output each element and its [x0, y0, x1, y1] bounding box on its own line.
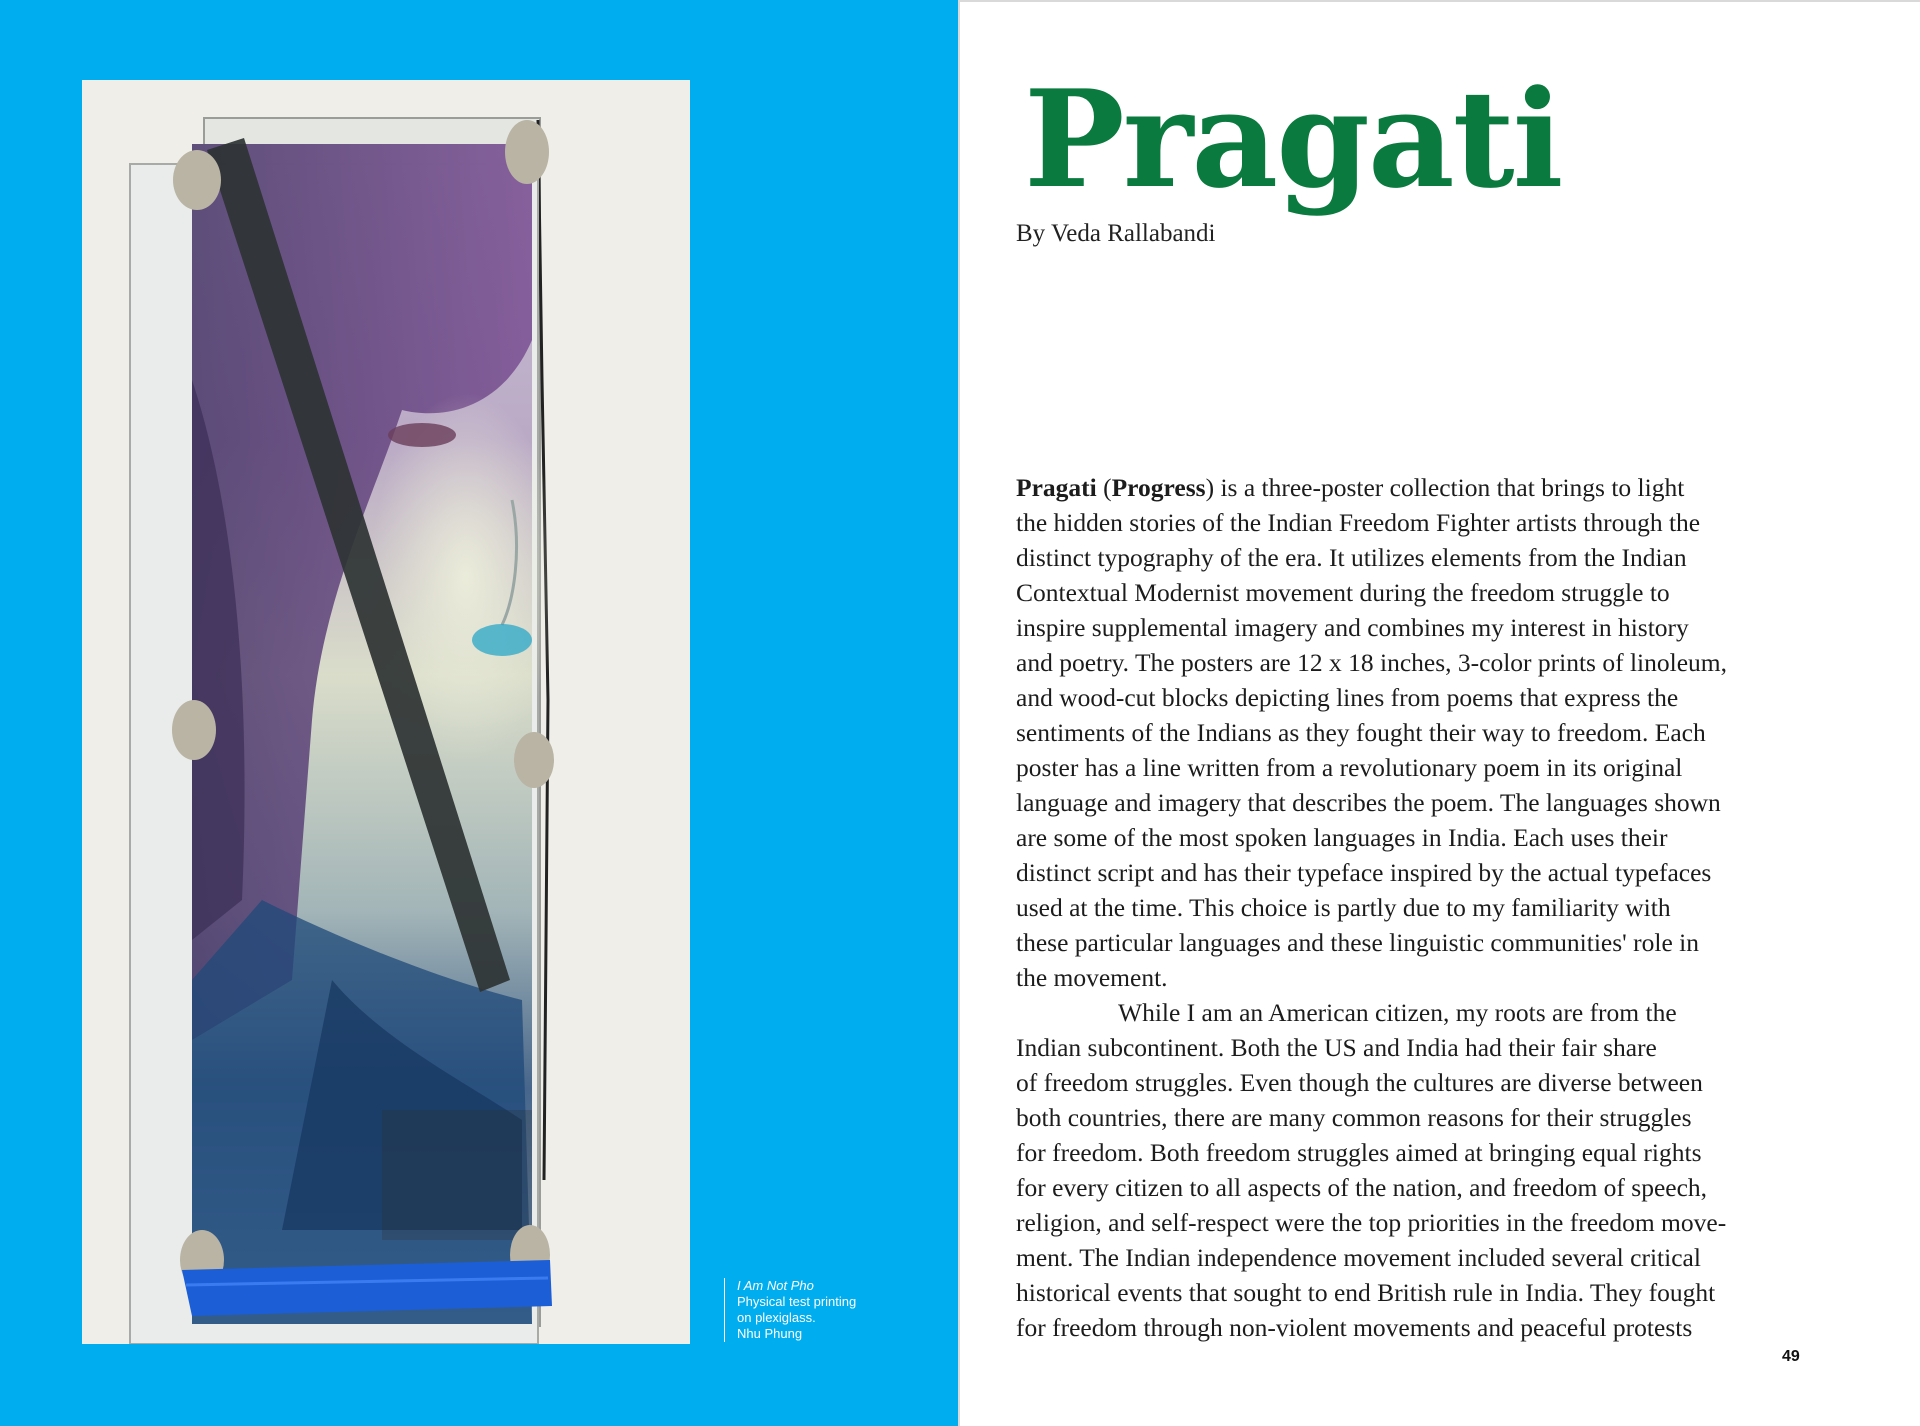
text-line: Contextual Modernist movement during the freedom struggle to	[1016, 578, 1670, 607]
photo-caption	[724, 1278, 937, 1342]
byline: By Veda Rallabandi	[1016, 220, 1216, 247]
right-page	[958, 0, 1920, 1426]
bold-term: Progress	[1111, 473, 1206, 502]
caption-title: I Am Not Pho	[737, 1278, 814, 1293]
caption-line: on plexiglass.	[737, 1310, 816, 1325]
plexiglass-artwork-image	[82, 80, 690, 1344]
text-run: (	[1096, 473, 1112, 502]
text-line: ment. The Indian independence movement included several critical	[1016, 1243, 1701, 1272]
text-line: ) is a three-poster collection that brings to light	[1205, 473, 1685, 502]
paragraph-1	[1016, 470, 1896, 995]
page-number: 49	[1782, 1348, 1800, 1365]
text-line: for every citizen to all aspects of the nation, and freedom of speech,	[1016, 1173, 1708, 1202]
text-line: these particular languages and these linguistic communities' role in	[1016, 928, 1699, 957]
artwork-photo	[82, 80, 690, 1344]
text-line: and wood-cut blocks depicting lines from poems that express the	[1016, 683, 1679, 712]
text-line: historical events that sought to end British rule in India. They fought	[1016, 1278, 1716, 1307]
text-line: and poetry. The posters are 12 x 18 inches, 3-color prints of linoleum,	[1016, 648, 1727, 677]
text-line: language and imagery that describes the poem. The languages shown	[1016, 788, 1721, 817]
bold-term: Pragati	[1016, 473, 1097, 502]
text-line: of freedom struggles. Even though the cultures are diverse between	[1016, 1068, 1703, 1097]
left-page	[0, 0, 958, 1426]
text-line: Indian subcontinent. Both the US and India had their fair share	[1016, 1033, 1657, 1062]
text-line: distinct typography of the era. It utilizes elements from the Indian	[1016, 543, 1687, 572]
text-line: are some of the most spoken languages in India. Each uses their	[1016, 823, 1668, 852]
text-line: used at the time. This choice is partly due to my familiarity with	[1016, 893, 1671, 922]
text-line: the hidden stories of the Indian Freedom Fighter artists through the	[1016, 508, 1701, 537]
text-line: While I am an American citizen, my roots are from the	[1118, 998, 1677, 1027]
article-title: Pragati	[1024, 60, 1562, 218]
article-body	[1016, 470, 1896, 1345]
text-line: poster has a line written from a revolutionary poem in its original	[1016, 753, 1683, 782]
text-line: sentiments of the Indians as they fought their way to freedom. Each	[1016, 718, 1706, 747]
paragraph-2	[1016, 995, 1896, 1345]
text-line: distinct script and has their typeface inspired by the actual typefaces	[1016, 858, 1712, 887]
caption-artist: Nhu Phung	[737, 1326, 803, 1341]
text-line: the movement.	[1016, 963, 1168, 992]
text-line: for freedom. Both freedom struggles aimed at bringing equal rights	[1016, 1138, 1702, 1167]
caption-line: Physical test printing	[737, 1294, 857, 1309]
text-line: both countries, there are many common reasons for their struggles	[1016, 1103, 1692, 1132]
text-line: inspire supplemental imagery and combines my interest in history	[1016, 613, 1689, 642]
text-line: for freedom through non-violent movements and peaceful protests	[1016, 1313, 1693, 1342]
text-line: religion, and self-respect were the top priorities in the freedom move-	[1016, 1208, 1727, 1237]
